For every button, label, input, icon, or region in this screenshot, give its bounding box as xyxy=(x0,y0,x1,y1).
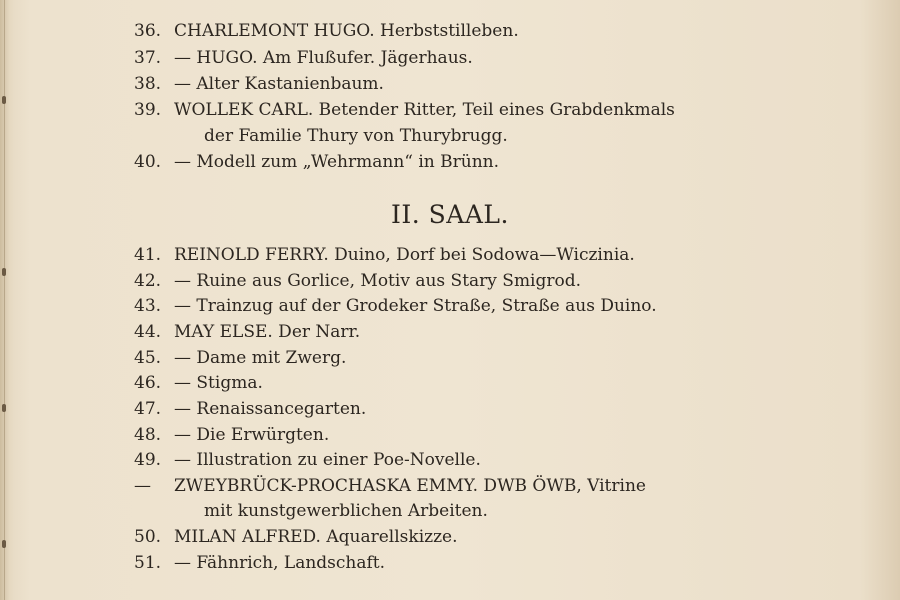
entry-number: 38. xyxy=(134,74,162,94)
binding-stitch xyxy=(2,540,6,548)
entry-text: — HUGO. Am Flußufer. Jägerhaus. xyxy=(174,48,473,68)
entry-text: CHARLEMONT HUGO. Herbststilleben. xyxy=(174,21,519,41)
entry-continuation-text: mit kunstgewerblichen Arbeiten. xyxy=(204,501,488,521)
entry-text: — Die Erwürgten. xyxy=(174,425,330,445)
entry-number: 43. xyxy=(134,296,162,316)
binding-stitch xyxy=(2,268,6,276)
entry-text: — Alter Kastanienbaum. xyxy=(174,74,384,94)
entry-number: 47. xyxy=(134,399,162,419)
entry-number: 41. xyxy=(134,245,162,265)
page-binding xyxy=(0,0,14,600)
entry-number: 45. xyxy=(134,348,162,368)
entry-number: 36. xyxy=(134,21,162,41)
entry-text: MAY ELSE. Der Narr. xyxy=(174,322,361,342)
entry-number: 44. xyxy=(134,322,162,342)
entry-text: — Trainzug auf der Grodeker Straße, Straße aus Duino. xyxy=(174,296,657,316)
entry-text: — Fähnrich, Landschaft. xyxy=(174,553,386,573)
entry-number: 46. xyxy=(134,373,162,393)
entry-text: MILAN ALFRED. Aquarellskizze. xyxy=(174,527,458,547)
entry-text: — Renaissancegarten. xyxy=(174,399,367,419)
entry-number: 49. xyxy=(134,450,162,470)
entry-number: 40. xyxy=(134,152,162,172)
entry-number: 51. xyxy=(134,553,162,573)
entry-text: — Stigma. xyxy=(174,373,263,393)
binding-line xyxy=(4,0,5,600)
entry-number: 50. xyxy=(134,527,162,547)
binding-stitch xyxy=(2,404,6,412)
entry-number: — xyxy=(134,476,151,496)
entry-number: 42. xyxy=(134,271,162,291)
entry-text: WOLLEK CARL. Betender Ritter, Teil eines Grabdenkmals xyxy=(174,100,675,120)
entry-text: — Modell zum „Wehrmann“ in Brünn. xyxy=(174,152,500,172)
entry-text: — Dame mit Zwerg. xyxy=(174,348,347,368)
entry-number: 39. xyxy=(134,100,162,120)
entry-number: 37. xyxy=(134,48,162,68)
entry-text: REINOLD FERRY. Duino, Dorf bei Sodowa—Wiczinia. xyxy=(174,245,635,265)
entry-number: 48. xyxy=(134,425,162,445)
entry-text: — Ruine aus Gorlice, Motiv aus Stary Smigrod. xyxy=(174,271,582,291)
section-heading: II. SAAL. xyxy=(391,200,509,229)
entry-text: ZWEYBRÜCK-PROCHASKA EMMY. DWB ÖWB, Vitrine xyxy=(174,476,646,496)
binding-stitch xyxy=(2,96,6,104)
entry-continuation-text: der Familie Thury von Thurybrugg. xyxy=(204,126,508,146)
entry-text: — Illustration zu einer Poe-Novelle. xyxy=(174,450,481,470)
